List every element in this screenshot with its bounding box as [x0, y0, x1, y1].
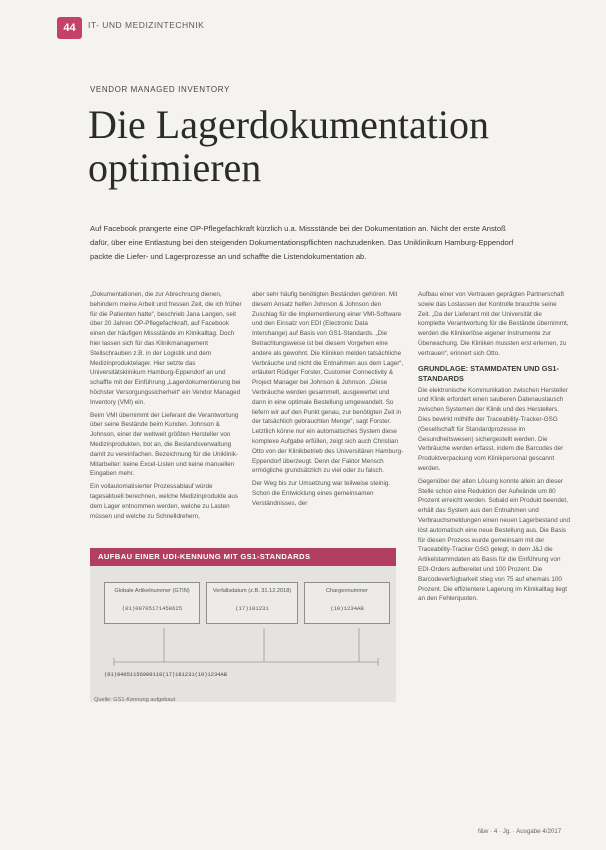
paragraph: aber sehr häufig benötigten Beständen gehören. Mit diesem Ansatz helfen Johnson & Johnson den Zuschlag für die Implementierung einer VMI-Software und den Einsatz von EDI (Electronic Data Interchange) auf Basis von GS1-Standards. „Die Betrachtungsweise ist bei diesem Vorgehen eine andere als gewohnt. Die Kliniken melden tatsächliche Verbräuche und nicht die Entnahmen aus dem Lager“, erläutert Rüdiger Forster, Customer Connectivity & Project Manager bei Johnson & Johnson. „Diese Verbräuche werden gesammelt, ausgewertet und dann in eine optimale Bestellung umgewandelt. So liefern wir auf den Punkt genau, zur benötigten Zeit in der tatsächlich gebrauchten Menge“, sagt Forster. Letztlich könne nur ein automatisches System diese komplexe Aufgabe erfüllen, zeigt sich auch Christian Otto von der Klinikbetrieb des Universitären Hamburg-Eppendorf überzeugt. Denn der Faktor Mensch ermögliche grundsätzlich zu viel oder zu falsch.	[252, 291, 404, 475]
article-title-line-2: optimieren	[88, 145, 262, 190]
barcode-brackets	[104, 628, 388, 668]
article-title-line-1: Die Lagerdokumentation	[88, 102, 489, 147]
body-column-1	[90, 290, 242, 524]
body-column-2	[252, 290, 404, 512]
page-number-badge: 44	[57, 17, 82, 39]
infobox-caption: Quelle: GS1-Kennung aufgebaut	[94, 697, 176, 703]
paragraph: Der Weg bis zur Umsetzung war teilweise steinig. Schon die Entwicklung eines gemeinsamen Verständnisses, der	[252, 480, 391, 507]
udi-infobox	[90, 548, 396, 702]
paragraph: Aufbau einer von Vertrauen geprägten Partnerschaft sowie das Loslassen der Kontrolle brauchte seine Zeit. „Da der Lieferant mit der Universität die komplette Verantwortung für die Bestände übernimmt, werden die Klinikerlöse eigener Instrumente zur Überwachung. Die Kliniken mussten erst erlernen, zu vertrauen“, erinnert sich Otto.	[418, 291, 569, 357]
page-footer: f&w · 4 · Jg. · Ausgabe 4/2017	[478, 828, 562, 835]
field-gtin	[104, 582, 200, 624]
barcode-text: (01)04051156000118(17)181231(10)1234AB	[104, 672, 227, 678]
udi-fields	[90, 566, 396, 696]
infobox-title: AUFBAU EINER UDI-KENNUNG MIT GS1-STANDARDS	[90, 548, 396, 566]
field-value: (17)181231	[235, 605, 269, 612]
article-kicker: VENDOR MANAGED INVENTORY	[90, 85, 230, 94]
section-label: IT- UND MEDIZINTECHNIK	[88, 20, 205, 30]
paragraph: Ein vollautomatisierter Prozessablauf würde tagesaktuell berechnen, welche Medizinprodukte aus dem Lager entnommen werden, welche zu Lasten müssen und welche zu Schnelldrehern,	[90, 483, 239, 520]
article-lead: Auf Facebook prangerte eine OP-Pflegefachkraft kürzlich u.a. Missstände bei der Dokumentation an. Nicht der erste Anstoß dafür, über eine Entlastung bei den steigenden Dokumentationspflichten nachzudenken. Das Uniklinikum Hamburg-Eppendorf packte die Liefer- und Lagerprozesse an und schaffte die Listendokumentation ab.	[90, 224, 514, 261]
paragraph: Die elektronische Kommunikation zwischen Hersteller und Klinik erfordert einen sauberen Datenaustausch zwischen Systemen der Klinik und des Herstellers. Dies bewirkt mithilfe der Traceability-Tracker-GSG (Gesellschaft für Standardprozesse im Gesundheitswesen) sichergestellt werden. Die Verbräuche werden erfasst, indem die Barcodes der Produktverpackung vom Klinikpersonal gescannt werden.	[418, 386, 568, 472]
field-expiry	[206, 582, 298, 624]
field-batch	[304, 582, 390, 624]
field-label: Chargennummer	[326, 588, 368, 594]
paragraph: Beim VMI übernimmt der Lieferant die Verantwortung über seine Bestände beim Kunden. Johnson & Johnson, einer der weltweit größten Hersteller von Medizinprodukten, bot an, die Bestandsverwaltung damit zu vereinfachen. Bezeichnung für die Uniklinik-Mitarbeiter: keine Excel-Listen und keine manuellen Eingaben mehr.	[90, 411, 239, 478]
paragraph: „Dokumentationen, die zur Abrechnung dienen, behindern meine Arbeit und fressen Zeit, die ich früher für die Patienten hatte“, beschrieb Jana Langen, seit über 20 Jahren OP-Pflegefachkraft, auf Facebook einen der häufigen Missstände im Klinikalltag. Doch hier lassen sich für das Klinikmanagement Stellschrauben z.B. in der Logistik und dem Medizinproduktelager. Hier setzte das Universitätsklinikum Hamburg-Eppendorf an und schaffte mit der Einführung „Lagerdokumentierung bei höchster Versorgungssicherheit“ ein Vendor Managed Inventory (VMI) ein.	[90, 291, 242, 406]
section-subheading: GRUNDLAGE: STAMMDATEN UND GS1-STANDARDS	[418, 363, 559, 383]
body-column-3	[418, 290, 570, 607]
field-label: Verfallsdatum (z.B. 31.12.2018)	[212, 588, 292, 594]
article-title	[88, 103, 528, 189]
field-label: Globale Artikelnummer (GTIN)	[114, 588, 190, 594]
field-value: (10)1234AB	[330, 605, 364, 612]
field-value: (01)00705171458625	[121, 605, 183, 612]
paragraph: Gegenüber der alten Lösung konnte allein an dieser Stelle schon eine Reduktion der Aufwände um 80 Prozent erreicht werden. Sobald ein Produkt beendet, erhält das System aus den Entnahmen und Verbrauchsmeldungen einen neuen Lagerbestand und löst automatisch eine neue Bestellung aus. Die Basis für diesen Prozess wurde gemeinsam mit der Traceability-Tracker GSG gelegt, in dem J&J die Artikelstammdaten als Basis für die Einführung von EDI-Orders aufbereitet und 100 Prozent. Die Barcodeverfügbarkeit stieg von 75 auf ehemals 100 Prozent. Die effizientere Lagerung im Klinikalltag liegt an den Fehlerquoten.	[418, 477, 570, 603]
